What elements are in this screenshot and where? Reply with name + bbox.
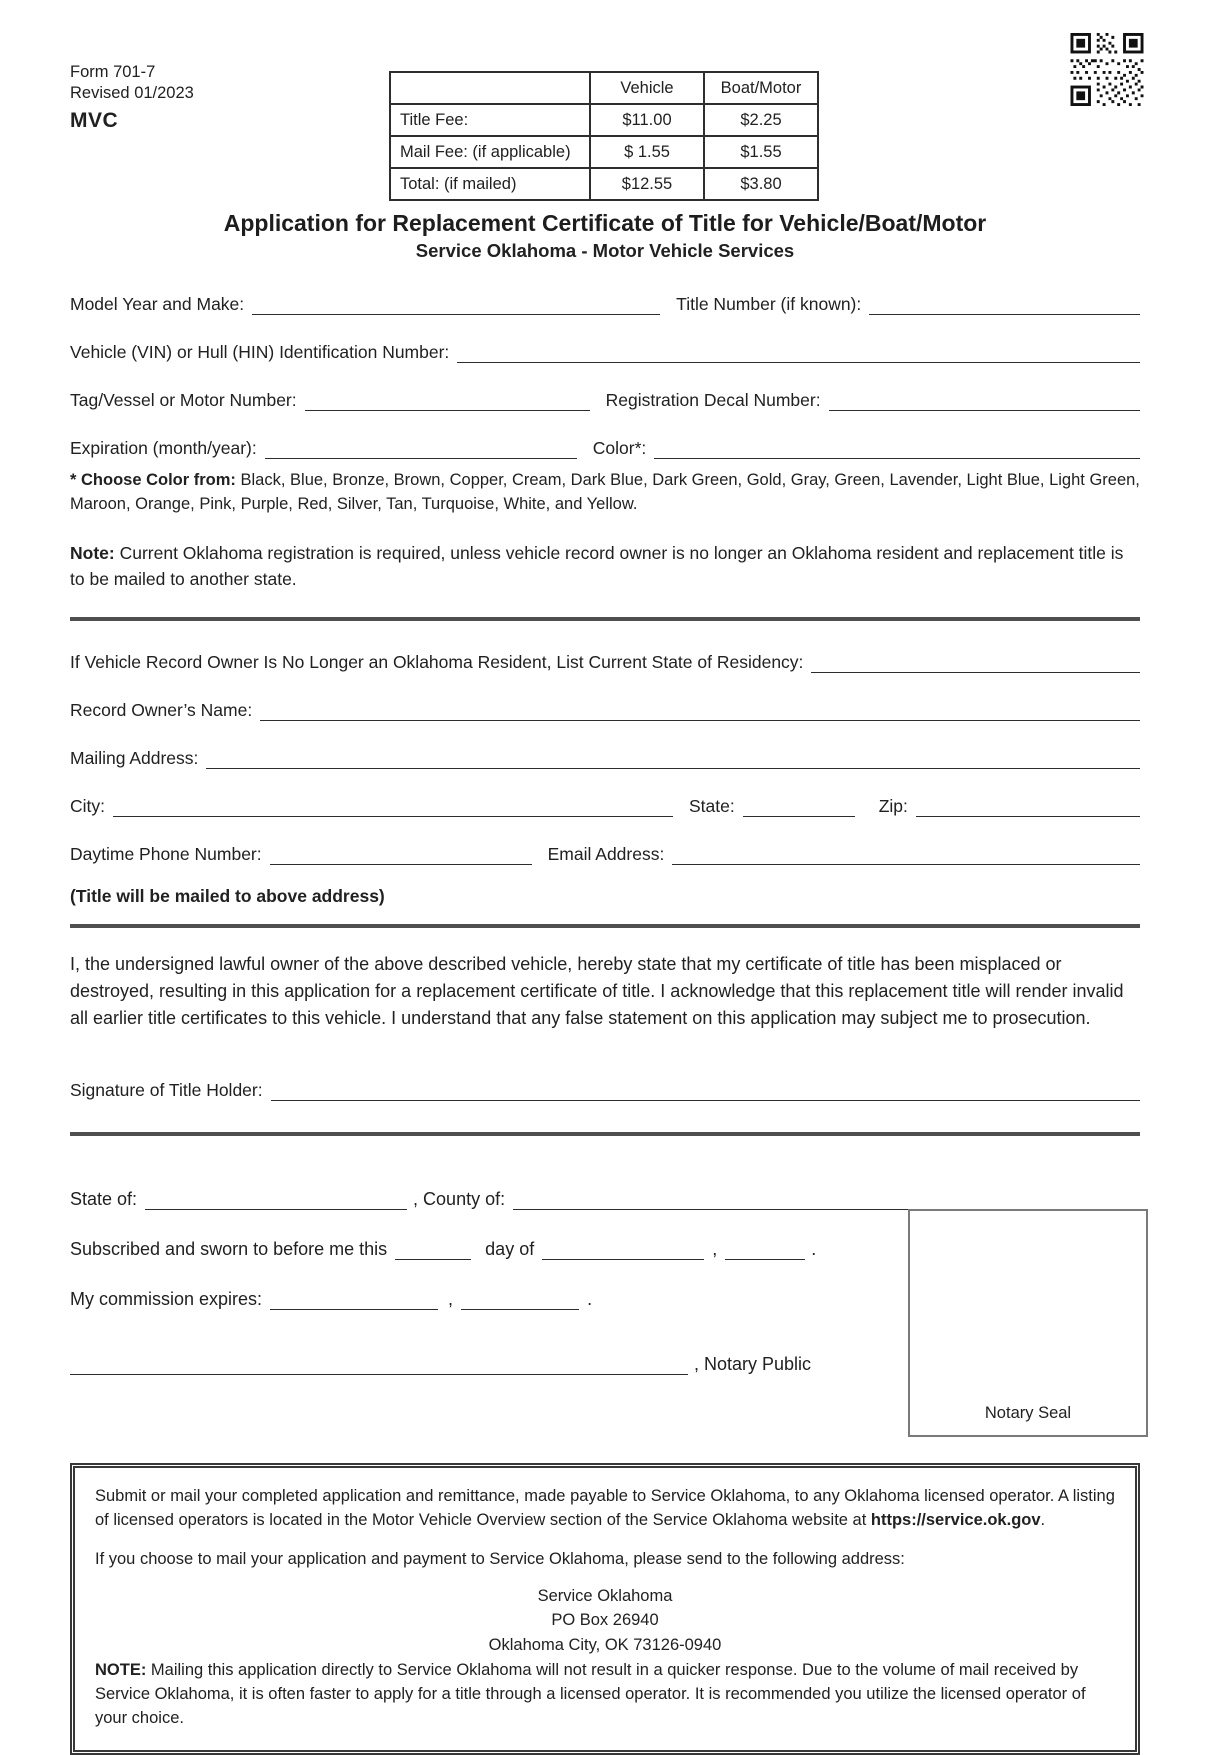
commission-label: My commission expires: [70,1289,263,1310]
agency-abbreviation: MVC [70,108,119,132]
notary-state-input[interactable] [145,1190,407,1211]
day-of-text: day of [485,1239,535,1260]
residency-input[interactable] [811,653,1140,673]
table-row [390,104,818,136]
color-choices-lead: * Choose Color from: [70,471,236,489]
owner-name-input[interactable] [260,701,1140,721]
notary-state-label: State of: [70,1189,138,1210]
row-residency [70,652,1140,673]
notary-section [70,1189,1140,1441]
phone-label: Daytime Phone Number: [70,844,262,865]
notary-seal-box [908,1209,1148,1437]
email-label: Email Address: [547,844,665,865]
title-number-input[interactable] [869,295,1140,315]
row-vin [70,342,1140,363]
registration-note [70,540,1140,593]
row-phone-email [70,844,1140,865]
mailed-to-address-note: (Title will be mailed to above address) [70,886,385,907]
fee-table-col-vehicle: Vehicle [590,72,704,104]
row-tag-decal [70,390,1140,411]
model-year-make-label: Model Year and Make: [70,294,245,314]
signature-label: Signature of Title Holder: [70,1080,263,1101]
title-fee-vehicle: $11.00 [590,104,704,136]
commission-month-input[interactable] [270,1290,438,1311]
fee-table-header-row [390,72,818,104]
submit-instructions-text: Submit or mail your completed application and remittance, made payable to Service Oklahoma, to any Oklahoma licensed operator. A listing of licensed operators is located in the Motor Vehicle Overview section of the Service Oklahoma website at [95,1487,1115,1530]
commission-comma: , [448,1289,454,1310]
commission-period: . [587,1289,593,1310]
fee-table-empty-header [390,72,590,104]
fee-table [389,71,819,201]
row-model-title [70,294,1140,315]
tag-vessel-label: Tag/Vessel or Motor Number: [70,390,297,410]
city-input[interactable] [113,797,673,817]
color-input[interactable] [654,439,1140,459]
section-divider [70,617,1140,621]
mail-fee-vehicle: $ 1.55 [590,136,704,168]
row-expiration-color [70,438,1140,459]
notary-county-label: , County of: [413,1189,506,1210]
mail-instructions: If you choose to mail your application and payment to Service Oklahoma, please send to the following address: [95,1550,905,1569]
affidavit-text: I, the undersigned lawful owner of the above described vehicle, hereby state that my certificate of title has been misplaced or destroyed, resulting in this application for a replacement certificate of title. I acknowledge that this replacement title will render invalid all earlier title certificates to this vehicle. I understand that any false statement on this application may subject me to prosecution. [70,954,1124,1029]
row-sworn [70,1239,915,1260]
qr-code-icon [1069,33,1145,106]
vin-label: Vehicle (VIN) or Hull (HIN) Identification Number: [70,342,450,362]
mail-fee-boat: $1.55 [704,136,818,168]
total-fee-boat: $3.80 [704,168,818,200]
vin-input[interactable] [457,343,1140,363]
submit-instructions-period: . [1040,1511,1046,1530]
sworn-period: . [811,1239,817,1260]
zip-input[interactable] [916,797,1140,817]
title-fee-boat: $2.25 [704,104,818,136]
owner-name-label: Record Owner’s Name: [70,700,253,721]
expiration-input[interactable] [265,439,577,459]
footer-note [95,1658,1115,1730]
color-choices-text: Black, Blue, Bronze, Brown, Copper, Cream, Dark Blue, Dark Green, Gold, Gray, Green, Lavender, Light Blue, Light Green, Maroon, Orange, Pink, Purple, Red, Silver, Tan, Turquoise, White, and Yellow. [70,471,1140,514]
footer-note-text: Mailing this application directly to Service Oklahoma will not result in a quicker response. Due to the volume of mail received by Service Oklahoma, it is often faster to apply for a title through a licensed operator. It is recommended you utilize the licensed operator of your choice. [95,1660,1086,1727]
color-choices-note [70,468,1140,517]
submit-instructions [95,1484,1115,1532]
commission-year-input[interactable] [461,1290,579,1311]
sworn-text: Subscribed and sworn to before me this [70,1239,388,1260]
expiration-label: Expiration (month/year): [70,438,257,458]
footer-note-lead: NOTE: [95,1660,147,1679]
row-signature [70,1080,1140,1101]
mail-fee-label: Mail Fee: (if applicable) [390,136,590,168]
registration-decal-label: Registration Decal Number: [605,390,821,410]
section-divider [70,1132,1140,1136]
registration-decal-input[interactable] [829,391,1140,411]
row-notary-signature [70,1354,915,1375]
address-line: PO Box 26940 [551,1611,659,1630]
total-fee-label: Total: (if mailed) [390,168,590,200]
submission-instructions-box [70,1463,1140,1755]
zip-label: Zip: [878,796,908,817]
mailing-address-block [95,1584,1115,1658]
row-mailing-address [70,748,1140,769]
title-fee-label: Title Fee: [390,104,590,136]
sworn-month-input[interactable] [542,1240,704,1261]
registration-note-lead: Note: [70,542,115,563]
row-state-county [70,1189,915,1210]
notary-seal-label: Notary Seal [984,1404,1072,1423]
state-label: State: [689,796,735,817]
city-label: City: [70,796,105,817]
sworn-year-input[interactable] [725,1240,805,1261]
title-number-label: Title Number (if known): [676,294,862,314]
section-divider [70,924,1140,928]
fee-table-col-boat-motor: Boat/Motor [704,72,818,104]
email-input[interactable] [672,845,1140,865]
form-number: Form 701-7 [70,63,156,81]
row-commission [70,1289,915,1310]
notary-signature-input[interactable] [70,1355,688,1376]
address-line: Oklahoma City, OK 73126-0940 [488,1636,722,1655]
page-title: Application for Replacement Certificate of Title for Vehicle/Boat/Motor [223,210,987,236]
page-subtitle: Service Oklahoma - Motor Vehicle Services [415,240,795,261]
row-owner-name [70,700,1140,721]
sworn-day-input[interactable] [395,1240,471,1261]
table-row [390,136,818,168]
mailing-address-label: Mailing Address: [70,748,199,769]
sworn-comma: , [712,1239,718,1260]
state-input[interactable] [743,797,855,817]
mailing-address-input[interactable] [206,749,1140,769]
service-ok-gov-link[interactable]: https://service.ok.gov [870,1511,1041,1530]
model-year-make-input[interactable] [252,295,660,315]
residency-label: If Vehicle Record Owner Is No Longer an Oklahoma Resident, List Current State of Residency: [70,652,804,673]
notary-county-input[interactable] [513,1190,915,1211]
form-revision-date: Revised 01/2023 [70,84,194,103]
address-line: Service Oklahoma [537,1586,673,1605]
tag-vessel-input[interactable] [305,391,590,411]
color-label: Color*: [592,438,647,458]
form-meta [70,62,194,134]
registration-note-text: Current Oklahoma registration is required, unless vehicle record owner is no longer an Oklahoma resident and replacement title is to be mailed to another state. [70,542,1124,590]
notary-public-label: , Notary Public [694,1354,812,1375]
table-row [390,168,818,200]
row-city-state-zip [70,796,1140,817]
phone-input[interactable] [270,845,532,865]
total-fee-vehicle: $12.55 [590,168,704,200]
signature-input[interactable] [271,1081,1140,1101]
